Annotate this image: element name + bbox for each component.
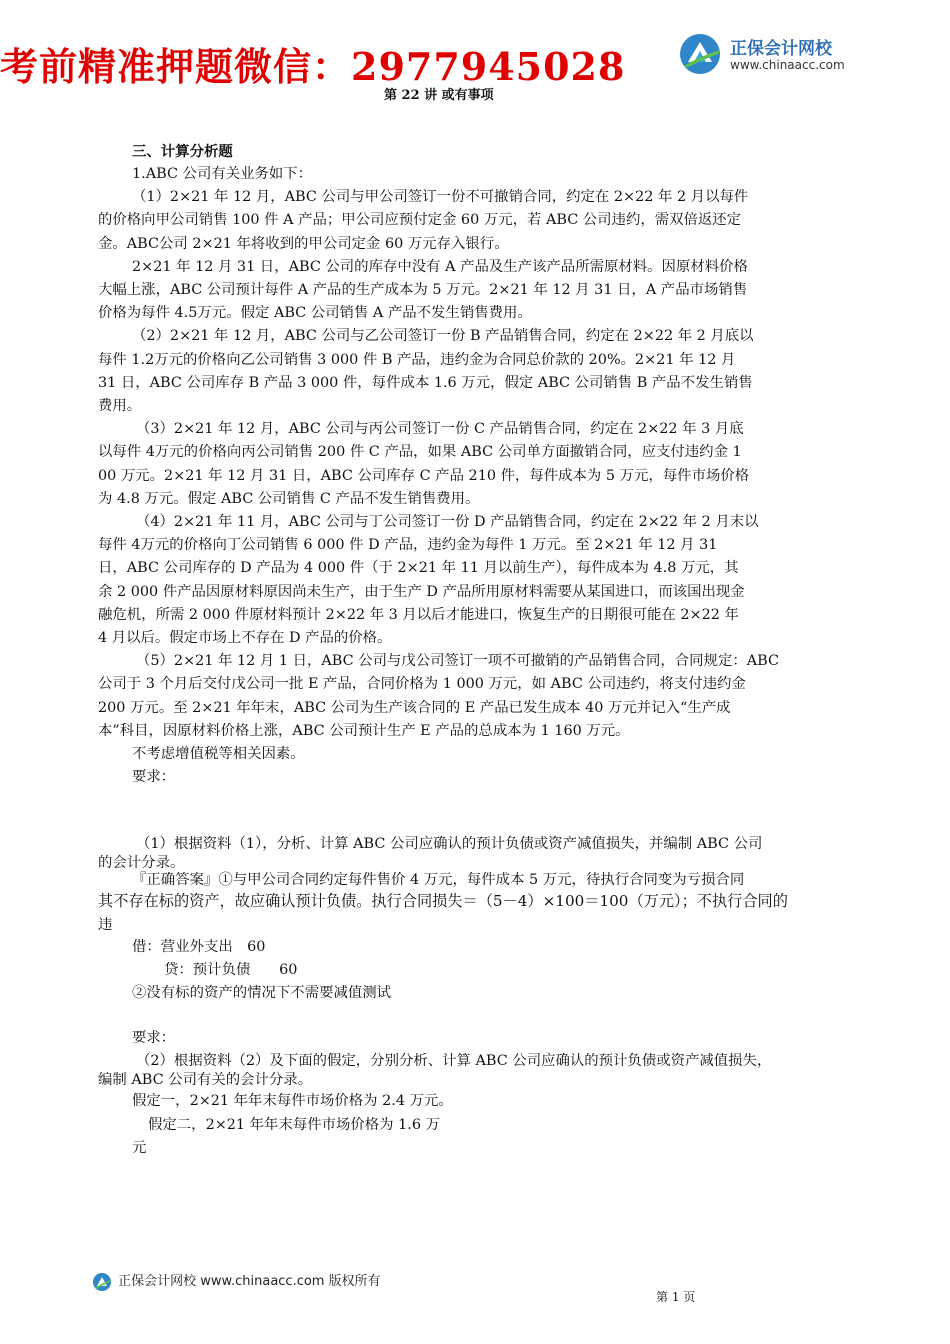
requirement-2-label: 要求： [132, 1030, 176, 1047]
paragraph-line: 的价格向甲公司销售 100 件 A 产品；甲公司应预付定金 60 万元，若 ABC 公司违约，需双倍返还定 [98, 212, 742, 229]
assumption-1: 假定一，2×21 年年末每件市场价格为 2.4 万元。 [132, 1093, 453, 1110]
page-footer [92, 1270, 381, 1292]
logo-url: www.chinaacc.com [730, 58, 845, 72]
journal-credit: 贷：预计负债 60 [164, 961, 298, 978]
watermark-text: 考前精准押题微信：2977945028 [0, 44, 626, 89]
lecture-title: 第 22 讲 或有事项 [384, 88, 494, 103]
paragraph-line: （3）2×21 年 12 月，ABC 公司与丙公司签订一份 C 产品销售合同，约定在 2×22 年 3 月底 [136, 421, 744, 438]
paragraph-line: 00 万元。2×21 年 12 月 31 日，ABC 公司库存 C 产品 210 件，每件成本为 5 万元，每件市场价格 [98, 467, 750, 484]
paragraph-line: 200 万元。至 2×21 年年末，ABC 公司为生产该合同的 E 产品已发生成本 40 万元并记入“生产成 [98, 699, 731, 716]
section-title: 三、计算分析题 [132, 143, 233, 160]
paragraph-line: 不考虑增值税等相关因素。 [132, 746, 305, 763]
requirement-2-line: 编制 ABC 公司有关的会计分录。 [98, 1072, 313, 1089]
chinaacc-logo[interactable] [678, 30, 878, 80]
document-body [98, 140, 858, 1156]
paragraph-line: 为 4.8 万元。假定 ABC 公司销售 C 产品不发生销售费用。 [98, 490, 480, 507]
answer-note: ②没有标的资产的情况下不需要减值测试 [132, 985, 392, 1002]
logo-emblem-icon [678, 32, 726, 76]
requirement-2-line: （2）根据资料（2）及下面的假定，分别分析、计算 ABC 公司应确认的预计负债或资产减值损失， [136, 1053, 772, 1070]
paragraph-line: 价格为每件 4.5万元。假定 ABC 公司销售 A 产品不发生销售费用。 [98, 305, 532, 322]
paragraph-line: （2）2×21 年 12 月，ABC 公司与乙公司签订一份 B 产品销售合同，约定在 2×22 年 2 月底以 [132, 328, 754, 345]
paragraph-line: 以每件 4万元的价格向丙公司销售 200 件 C 产品，如果 ABC 公司单方面撤销合同，应支付违约金 1 [98, 444, 742, 461]
assumption-2: 假定二，2×21 年年末每件市场价格为 1.6 万 [148, 1116, 440, 1133]
paragraph-line: 要求： [132, 769, 176, 786]
paragraph-line: 本”科目，因原材料价格上涨，ABC 公司预计生产 E 产品的总成本为 1 160 万元。 [98, 722, 630, 739]
paragraph-line: 费用。 [98, 398, 142, 415]
paragraph-line: （1）2×21 年 12 月，ABC 公司与甲公司签订一份不可撤销合同，约定在 2×22 年 2 月以每件 [132, 189, 749, 206]
paragraph-line: （5）2×21 年 12 月 1 日，ABC 公司与戊公司签订一项不可撤销的产品销售合同，合同规定：ABC [136, 653, 779, 670]
answer-line: 其不存在标的资产，故应确认预计负债。执行合同损失＝（5－4）×100＝100（万元）；不执行合同的 [98, 892, 788, 911]
paragraph-line: 日，ABC 公司库存的 D 产品为 4 000 件（于 2×21 年 11 月以前生产），每件成本为 4.8 万元，其 [98, 560, 739, 577]
footer-logo-icon [92, 1272, 114, 1292]
paragraph-line: 31 日，ABC 公司库存 B 产品 3 000 件，每件成本 1.6 万元，假定 ABC 公司销售 B 产品不发生销售 [98, 374, 753, 391]
paragraph-line: 每件 4万元的价格向丁公司销售 6 000 件 D 产品，违约金为每件 1 万元。至 2×21 年 12 月 31 [98, 537, 718, 554]
assumption-2-cut: 元 [132, 1139, 147, 1156]
journal-debit: 借：营业外支出 60 [132, 938, 266, 955]
paragraph-line: （4）2×21 年 11 月，ABC 公司与丁公司签订一份 D 产品销售合同，约定在 2×22 年 2 月末以 [136, 514, 759, 531]
answer-line-cut: 违 [98, 916, 113, 933]
requirement-1-line: 的会计分录。 [98, 855, 185, 872]
paragraph-line: 余 2 000 件产品因原材料原因尚未生产，由于生产 D 产品所用原材料需要从某国进口，而该国出现金 [98, 583, 745, 600]
question-intro: 1.ABC 公司有关业务如下： [132, 166, 313, 183]
paragraph-line: 每件 1.2万元的价格向乙公司销售 3 000 件 B 产品，违约金为合同总价款的 20%。2×21 年 12 月 [98, 351, 736, 368]
answer-intro: 『正确答案』①与甲公司合同约定每件售价 4 万元，每件成本 5 万元，待执行合同变为亏损合同 [132, 872, 745, 889]
paragraph-line: 4 月以后。假定市场上不存在 D 产品的价格。 [98, 630, 392, 647]
paragraph-line: 金。ABC公司 2×21 年将收到的甲公司定金 60 万元存入银行。 [98, 235, 509, 252]
page-number: 第 1 页 [656, 1290, 696, 1304]
paragraph-line: 融危机，所需 2 000 件原材料预计 2×22 年 3 月以后才能进口，恢复生产的日期很可能在 2×22 年 [98, 606, 739, 623]
paragraph-line: 2×21 年 12 月 31 日，ABC 公司的库存中没有 A 产品及生产该产品所需原材料。因原材料价格 [132, 258, 748, 275]
paragraph-line: 公司于 3 个月后交付戊公司一批 E 产品，合同价格为 1 000 万元，如 ABC 公司违约，将支付违约金 [98, 676, 746, 693]
requirement-1-line: （1）根据资料（1），分析、计算 ABC 公司应确认的预计负债或资产减值损失，并编制 ABC 公司 [136, 836, 763, 853]
logo-brand-name: 正保会计网校 [730, 39, 832, 59]
footer-text: 正保会计网校 www.chinaacc.com 版权所有 [118, 1274, 381, 1289]
paragraph-line: 大幅上涨，ABC 公司预计每件 A 产品的生产成本为 5 万元。2×21 年 12 月 31 日，A 产品市场销售 [98, 282, 748, 299]
